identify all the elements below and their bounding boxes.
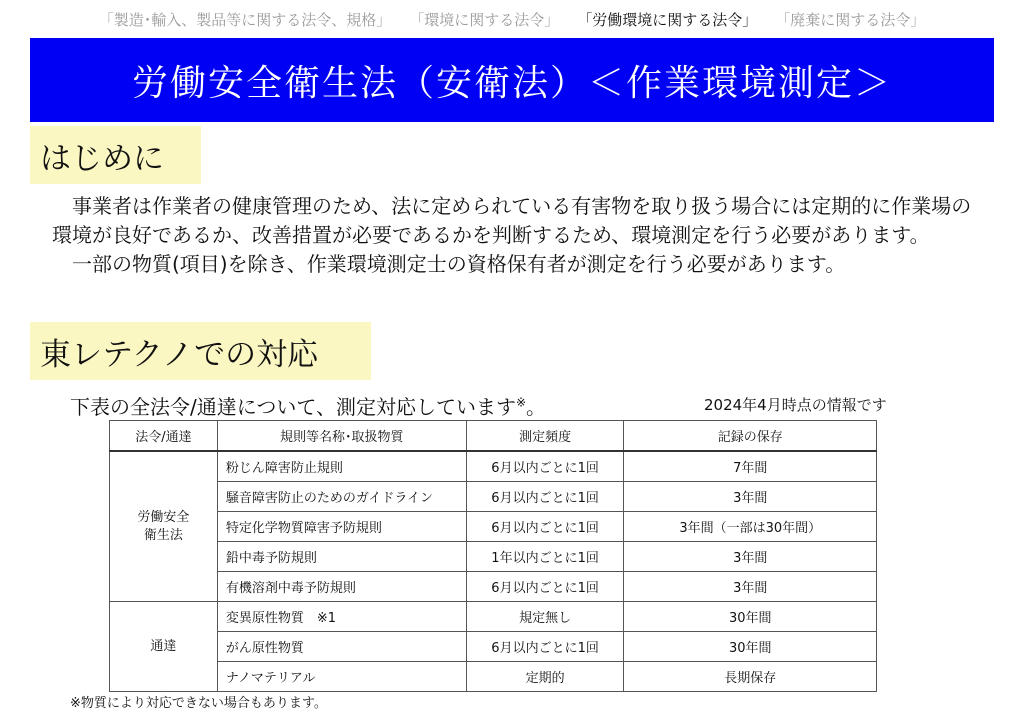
group-cell-tsutatsu: 通達 bbox=[110, 602, 218, 692]
as-of-date: 2024年4月時点の情報です bbox=[704, 396, 887, 414]
intro-text bbox=[52, 192, 972, 279]
table-lead-mark: ※ bbox=[515, 395, 527, 410]
header-law: 法令/通達 bbox=[110, 421, 218, 452]
header-frequency: 測定頻度 bbox=[466, 421, 624, 452]
page-title-banner bbox=[30, 38, 994, 122]
intro-paragraph-2: 一部の物質(項目)を除き、作業環境測定士の資格保有者が測定を行う必要があります。 bbox=[72, 252, 846, 276]
frequency: 1年以内ごとに1回 bbox=[466, 542, 624, 572]
retention: 3年間 bbox=[624, 572, 877, 602]
regulation-name: ナノマテリアル bbox=[217, 662, 466, 692]
frequency: 6月以内ごとに1回 bbox=[466, 482, 624, 512]
regulation-name: 騒音障害防止のためのガイドライン bbox=[217, 482, 466, 512]
retention: 30年間 bbox=[624, 632, 877, 662]
table-row bbox=[110, 482, 877, 512]
regulation-name: 特定化学物質障害予防規則 bbox=[217, 512, 466, 542]
frequency: 6月以内ごとに1回 bbox=[466, 451, 624, 482]
frequency: 定期的 bbox=[466, 662, 624, 692]
table-row bbox=[110, 602, 877, 632]
intro-heading: はじめに bbox=[30, 126, 201, 184]
table-lead-text bbox=[70, 391, 546, 420]
retention: 3年間（一部は30年間） bbox=[624, 512, 877, 542]
group-label-line2: 衛生法 bbox=[143, 527, 183, 543]
frequency: 6月以内ごとに1回 bbox=[466, 572, 624, 602]
table-row bbox=[110, 542, 877, 572]
group-label-line1: 労働安全 bbox=[137, 509, 190, 525]
regulation-name: 変異原性物質 ※1 bbox=[217, 602, 466, 632]
group-cell-anzen bbox=[110, 451, 218, 602]
frequency: 6月以内ごとに1回 bbox=[466, 512, 624, 542]
header-record-retention: 記録の保存 bbox=[624, 421, 877, 452]
retention: 3年間 bbox=[624, 542, 877, 572]
table-row bbox=[110, 572, 877, 602]
table-row bbox=[110, 632, 877, 662]
frequency: 6月以内ごとに1回 bbox=[466, 632, 624, 662]
nav-link-environment[interactable]: 「環境に関する法令」 bbox=[409, 10, 560, 29]
nav-link-work-environment[interactable]: 「労働環境に関する法令」 bbox=[577, 10, 758, 29]
footnote: ※物質により対応できない場合もあります。 bbox=[70, 696, 327, 711]
regulation-name: がん原性物質 bbox=[217, 632, 466, 662]
table-row bbox=[110, 512, 877, 542]
regulation-name: 粉じん障害防止規則 bbox=[217, 451, 466, 482]
nav-link-disposal[interactable]: 「廃棄に関する法令」 bbox=[775, 10, 926, 29]
page-title: 労働安全衛生法（安衛法）＜作業環境測定＞ bbox=[131, 62, 892, 104]
header-regulation: 規則等名称･取扱物質 bbox=[217, 421, 466, 452]
retention: 7年間 bbox=[624, 451, 877, 482]
regulation-name: 鉛中毒予防規則 bbox=[217, 542, 466, 572]
top-navigation bbox=[0, 4, 1024, 34]
intro-paragraph-1: 事業者は作業者の健康管理のため、法に定められている有害物を取り扱う場合には定期的に作業場の環境が良好であるか、改善措置が必要であるかを判断するため、環境測定を行う必要があります。 bbox=[52, 194, 972, 247]
frequency: 規定無し bbox=[466, 602, 624, 632]
table-lead-end: 。 bbox=[526, 395, 547, 419]
regulation-name: 有機溶剤中毒予防規則 bbox=[217, 572, 466, 602]
retention: 長期保存 bbox=[624, 662, 877, 692]
nav-link-manufacturing[interactable]: 「製造･輸入、製品等に関する法令、規格」 bbox=[98, 10, 392, 29]
table-row bbox=[110, 451, 877, 482]
retention: 3年間 bbox=[624, 482, 877, 512]
response-heading: 東レテクノでの対応 bbox=[30, 322, 371, 380]
table-lead: 下表の全法令/通達について、測定対応しています bbox=[70, 395, 516, 419]
retention: 30年間 bbox=[624, 602, 877, 632]
regulation-table bbox=[109, 420, 877, 692]
table-row bbox=[110, 662, 877, 692]
table-header-row bbox=[110, 421, 877, 452]
